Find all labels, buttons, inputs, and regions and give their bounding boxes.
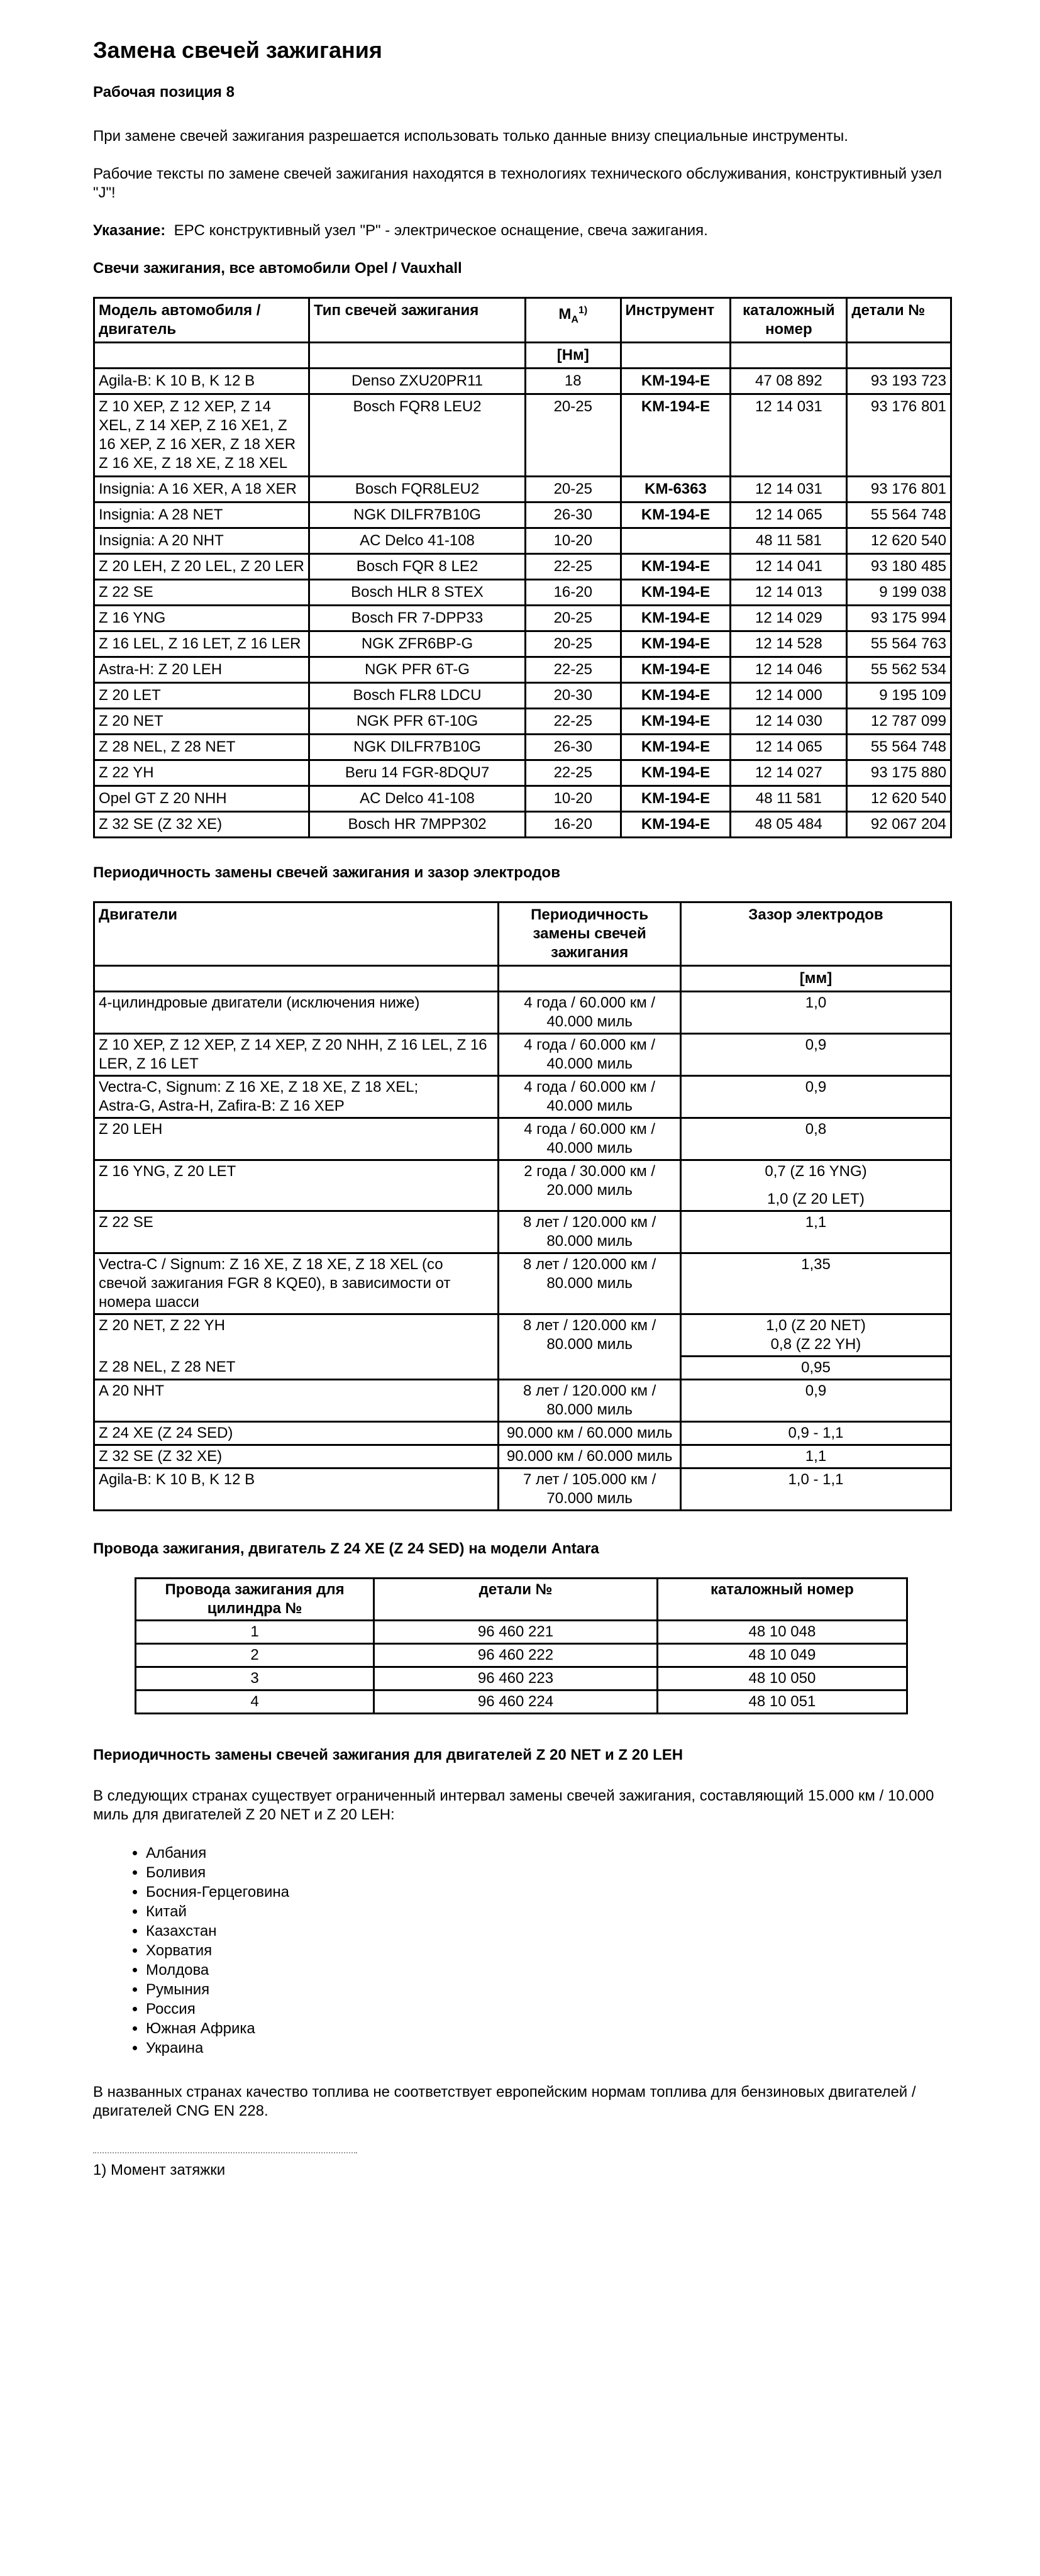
cell-plug-type: Denso ZXU20PR11	[309, 369, 526, 394]
cell-plug-type: AC Delco 41-108	[309, 786, 526, 812]
note-paragraph	[93, 221, 952, 240]
model-text: Z 10 XEP, Z 12 XEP, Z 14 XEL, Z 14 XEP, Z 16 XE1, Z 16 XEP, Z 16 XER, Z 18 XER	[99, 398, 296, 453]
intro-paragraph-2: Рабочие тексты по замене свечей зажигания находятся в технологиях технического обслуживания, конструктивный узел "J"!	[93, 165, 942, 201]
header-unit-empty	[94, 966, 499, 992]
list-item: • Казахстан	[146, 1921, 952, 1941]
cell-part-number: 93 175 994	[847, 606, 951, 631]
cell-tool: KM-194-E	[621, 369, 731, 394]
cell-gap	[680, 1160, 951, 1211]
cell-engine	[94, 1380, 499, 1422]
cell-part-number: 12 620 540	[847, 786, 951, 812]
cell-catalog-number: 48 11 581	[731, 528, 847, 554]
cell-tool: KM-194-E	[621, 606, 731, 631]
cell-torque: 22-25	[526, 760, 621, 786]
cell-gap: 0,95	[680, 1357, 951, 1380]
header-cylinder: Провода зажигания для цилиндра №	[136, 1579, 374, 1621]
cell-model	[94, 760, 309, 786]
cell-interval: 4 года / 60.000 км / 40.000 миль	[499, 1034, 681, 1076]
gap-text: 1,0 - 1,1	[788, 1471, 844, 1488]
engine-text: Z 24 XE (Z 24 SED)	[99, 1424, 233, 1441]
table-row	[136, 1644, 907, 1667]
cell-part-number: 93 176 801	[847, 394, 951, 477]
cell-engine	[94, 992, 499, 1034]
cell-tool: KM-194-E	[621, 580, 731, 606]
cell-gap	[680, 1422, 951, 1445]
model-text: Z 16 XE, Z 18 XE, Z 18 XEL	[99, 455, 288, 472]
cell-catalog-number: 12 14 013	[731, 580, 847, 606]
cell-part-number: 96 460 221	[374, 1621, 658, 1644]
cell-plug-type: AC Delco 41-108	[309, 528, 526, 554]
cell-gap	[680, 1076, 951, 1118]
engine-text: Z 22 SE	[99, 1214, 153, 1231]
table-row	[94, 657, 951, 683]
gap-text: 0,9	[805, 1382, 827, 1399]
cell-torque: 20-25	[526, 394, 621, 477]
gap-text: 0,7 (Z 16 YNG)	[765, 1163, 867, 1180]
cell-torque: 18	[526, 369, 621, 394]
table-row	[94, 1211, 951, 1253]
cell-part-number: 55 564 763	[847, 631, 951, 657]
gap-text: 1,0 (Z 20 NET)	[766, 1317, 866, 1334]
table-row	[94, 477, 951, 502]
table-row	[94, 369, 951, 394]
cell-model	[94, 394, 309, 477]
cell-plug-type: Bosch FQR8 LEU2	[309, 394, 526, 477]
cell-model	[94, 812, 309, 838]
model-text: Astra-H: Z 20 LEH	[99, 661, 223, 678]
cell-torque: 20-25	[526, 606, 621, 631]
cell-torque: 16-20	[526, 812, 621, 838]
cell-tool: KM-194-E	[621, 709, 731, 735]
cell-plug-type: NGK DILFR7B10G	[309, 502, 526, 528]
cell-model	[94, 554, 309, 580]
cell-plug-type: NGK DILFR7B10G	[309, 735, 526, 760]
country-list	[93, 1843, 952, 2058]
model-text: Z 20 NET	[99, 713, 163, 730]
header-torque-unit: [Нм]	[526, 343, 621, 369]
table-row	[94, 735, 951, 760]
cell-catalog-number: 48 10 051	[657, 1690, 907, 1714]
cell-torque: 26-30	[526, 502, 621, 528]
engine-text: Vectra-C, Signum: Z 16 XE, Z 18 XE, Z 18 XEL;	[99, 1079, 419, 1096]
cell-engine	[94, 1253, 499, 1314]
engine-text: 4-цилиндровые двигатели (исключения ниже)	[99, 994, 420, 1011]
header-plug-type: Тип свечей зажигания	[309, 298, 526, 343]
gap-text: 1,0 (Z 20 LET)	[767, 1191, 865, 1208]
cell-catalog-number: 12 14 528	[731, 631, 847, 657]
table-row	[94, 786, 951, 812]
section-heading-spark-plugs: Свечи зажигания, все автомобили Opel / Vauxhall	[93, 260, 462, 277]
cell-engine	[94, 1445, 499, 1468]
table-row	[94, 1422, 951, 1445]
table-row	[94, 1118, 951, 1160]
gap-text: 0,8 (Z 22 YH)	[770, 1336, 861, 1353]
cell-gap	[680, 1314, 951, 1357]
cell-model	[94, 580, 309, 606]
cell-catalog-number: 12 14 030	[731, 709, 847, 735]
cell-gap	[680, 1468, 951, 1511]
cell-engine	[94, 1160, 499, 1211]
cell-model	[94, 477, 309, 502]
table-row	[94, 502, 951, 528]
document-page	[93, 36, 952, 2180]
cell-tool: KM-194-E	[621, 760, 731, 786]
header-model: Модель автомобиля / двигатель	[94, 298, 309, 343]
model-text: Z 32 SE (Z 32 XE)	[99, 816, 223, 833]
cell-tool	[621, 528, 731, 554]
header-engines: Двигатели	[94, 902, 499, 966]
model-text: Z 16 YNG	[99, 609, 166, 626]
cell-interval: 8 лет / 120.000 км / 80.000 миль	[499, 1211, 681, 1253]
table-row	[94, 554, 951, 580]
cell-torque: 16-20	[526, 580, 621, 606]
cell-engine	[94, 1076, 499, 1118]
engine-text: Vectra-C / Signum: Z 16 XE, Z 18 XE, Z 18 XEL (со свечой зажигания FGR 8 KQE0), в зависимости от номера шасси	[99, 1256, 451, 1311]
cell-model	[94, 657, 309, 683]
note-text: EPC конструктивный узел "P" - электрическое оснащение, свеча зажигания.	[174, 222, 708, 239]
cell-torque: 20-30	[526, 683, 621, 709]
cell-part-number: 93 193 723	[847, 369, 951, 394]
cell-part-number: 92 067 204	[847, 812, 951, 838]
list-item: • Россия	[146, 1999, 952, 2019]
cell-interval: 2 года / 30.000 км / 20.000 миль	[499, 1160, 681, 1211]
table-row	[94, 992, 951, 1034]
cell-engine	[94, 1468, 499, 1511]
model-text: Insignia: A 20 NHT	[99, 532, 224, 549]
cell-model	[94, 786, 309, 812]
table-row	[94, 606, 951, 631]
work-position: Рабочая позиция 8	[93, 84, 235, 101]
header-gap: Зазор электродов	[680, 902, 951, 966]
footnote: 1) Момент затяжки	[93, 2162, 226, 2179]
cell-engine	[94, 1422, 499, 1445]
cell-model	[94, 683, 309, 709]
header-unit-empty	[847, 343, 951, 369]
table-row	[94, 760, 951, 786]
cell-interval: 4 года / 60.000 км / 40.000 миль	[499, 1076, 681, 1118]
engine-text: A 20 NHT	[99, 1382, 165, 1399]
cell-tool: KM-194-E	[621, 683, 731, 709]
header-gap-unit: [мм]	[680, 966, 951, 992]
header-catalog-number: каталожный номер	[731, 298, 847, 343]
cell-torque: 22-25	[526, 554, 621, 580]
fuel-quality-paragraph: В названных странах качество топлива не соответствует европейским нормам топлива для бензиновых двигателей / двигателей CNG EN 228.	[93, 2084, 916, 2119]
cell-plug-type: NGK PFR 6T-G	[309, 657, 526, 683]
engine-text: Agila-B: K 10 B, K 12 B	[99, 1471, 255, 1488]
section-heading-ignition-wires: Провода зажигания, двигатель Z 24 XE (Z 24 SED) на модели Antara	[93, 1540, 599, 1557]
table-row	[136, 1621, 907, 1644]
cell-cylinder: 1	[136, 1621, 374, 1644]
engine-text: Z 10 XEP, Z 12 XEP, Z 14 XEP, Z 20 NHH, Z 16 LEL, Z 16 LER, Z 16 LET	[99, 1036, 487, 1072]
cell-tool: KM-194-E	[621, 812, 731, 838]
model-text: Agila-B: K 10 B, K 12 B	[99, 372, 255, 389]
table-row	[94, 631, 951, 657]
cell-catalog-number: 47 08 892	[731, 369, 847, 394]
cell-torque: 22-25	[526, 657, 621, 683]
model-text: Z 20 LEH, Z 20 LEL, Z 20 LER	[99, 558, 304, 575]
spark-plug-table	[93, 297, 952, 838]
gap-text: 0,9 - 1,1	[788, 1424, 844, 1441]
cell-plug-type: Beru 14 FGR-8DQU7	[309, 760, 526, 786]
model-text: Z 28 NEL, Z 28 NET	[99, 738, 236, 755]
table-row	[94, 580, 951, 606]
cell-part-number: 93 176 801	[847, 477, 951, 502]
cell-plug-type: Bosch HLR 8 STEX	[309, 580, 526, 606]
cell-interval: 4 года / 60.000 км / 40.000 миль	[499, 1118, 681, 1160]
cell-catalog-number: 12 14 000	[731, 683, 847, 709]
page-title: Замена свечей зажигания	[93, 37, 382, 63]
section-heading-restricted-interval: Периодичность замены свечей зажигания для двигателей Z 20 NET и Z 20 LEH	[93, 1746, 683, 1763]
header-tool: Инструмент	[621, 298, 731, 343]
engine-text: Z 20 LEH	[99, 1121, 163, 1138]
table-row	[94, 709, 951, 735]
list-item: • Украина	[146, 2038, 952, 2058]
table-row	[94, 1380, 951, 1422]
cell-interval: 8 лет / 120.000 км / 80.000 миль	[499, 1314, 681, 1380]
list-item: • Босния-Герцеговина	[146, 1882, 952, 1902]
cell-part-number: 55 564 748	[847, 502, 951, 528]
gap-text: 1,1	[805, 1448, 827, 1465]
ignition-wire-table	[135, 1577, 908, 1714]
cell-catalog-number: 12 14 031	[731, 477, 847, 502]
header-unit-empty	[499, 966, 681, 992]
cell-part-number: 96 460 224	[374, 1690, 658, 1714]
table-row	[94, 683, 951, 709]
cell-part-number: 9 199 038	[847, 580, 951, 606]
header-unit-empty	[309, 343, 526, 369]
cell-gap	[680, 1034, 951, 1076]
model-text: Insignia: A 16 XER, A 18 XER	[99, 480, 297, 497]
cell-gap	[680, 1380, 951, 1422]
list-item: • Хорватия	[146, 1941, 952, 1960]
table-row	[94, 1076, 951, 1118]
restricted-interval-paragraph: В следующих странах существует ограниченный интервал замены свечей зажигания, составляющий 15.000 км / 10.000 миль для двигателей Z 20 NET и Z 20 LEH:	[93, 1787, 934, 1823]
header-catalog-number: каталожный номер	[657, 1579, 907, 1621]
cell-tool: KM-194-E	[621, 657, 731, 683]
cell-model	[94, 709, 309, 735]
cell-torque: 10-20	[526, 786, 621, 812]
cell-part-number: 55 564 748	[847, 735, 951, 760]
list-item: • Китай	[146, 1902, 952, 1921]
gap-text: 1,35	[801, 1256, 831, 1273]
cell-torque: 22-25	[526, 709, 621, 735]
cell-gap	[680, 1118, 951, 1160]
cell-model	[94, 369, 309, 394]
model-text: Z 22 SE	[99, 584, 153, 601]
cell-gap	[680, 1253, 951, 1314]
cell-engine	[94, 1118, 499, 1160]
cell-part-number: 12 620 540	[847, 528, 951, 554]
cell-catalog-number: 12 14 065	[731, 735, 847, 760]
cell-catalog-number: 12 14 046	[731, 657, 847, 683]
cell-tool: KM-194-E	[621, 631, 731, 657]
cell-model	[94, 735, 309, 760]
note-label: Указание:	[93, 222, 166, 239]
table-row	[94, 1160, 951, 1211]
cell-cylinder: 4	[136, 1690, 374, 1714]
table-row	[94, 1445, 951, 1468]
cell-tool: KM-194-E	[621, 502, 731, 528]
header-unit-empty	[621, 343, 731, 369]
cell-interval: 8 лет / 120.000 км / 80.000 миль	[499, 1380, 681, 1422]
list-item: • Румыния	[146, 1980, 952, 1999]
cell-engine: Z 20 NET, Z 22 YH	[94, 1314, 499, 1357]
cell-catalog-number: 12 14 027	[731, 760, 847, 786]
cell-part-number: 93 175 880	[847, 760, 951, 786]
cell-tool: KM-194-E	[621, 786, 731, 812]
gap-text: 0,8	[805, 1121, 827, 1138]
gap-text: 0,9	[805, 1036, 827, 1053]
engine-text: Astra-G, Astra-H, Zafira-B: Z 16 XEP	[99, 1097, 345, 1114]
header-part-number: детали №	[847, 298, 951, 343]
gap-text: 0,9	[805, 1079, 827, 1096]
section-heading-intervals: Периодичность замены свечей зажигания и зазор электродов	[93, 864, 560, 881]
table-row	[94, 1034, 951, 1076]
cell-interval: 4 года / 60.000 км / 40.000 миль	[499, 992, 681, 1034]
cell-cylinder: 3	[136, 1667, 374, 1690]
table-row	[94, 528, 951, 554]
list-item: • Южная Африка	[146, 2019, 952, 2038]
cell-catalog-number: 12 14 031	[731, 394, 847, 477]
cell-part-number: 9 195 109	[847, 683, 951, 709]
cell-plug-type: Bosch FLR8 LDCU	[309, 683, 526, 709]
cell-catalog-number: 48 10 050	[657, 1667, 907, 1690]
table-row	[136, 1667, 907, 1690]
table-row	[94, 394, 951, 477]
cell-model	[94, 631, 309, 657]
cell-interval: 7 лет / 105.000 км / 70.000 миль	[499, 1468, 681, 1511]
cell-gap	[680, 1445, 951, 1468]
cell-interval: 90.000 км / 60.000 миль	[499, 1422, 681, 1445]
intro-paragraph-1: При замене свечей зажигания разрешается использовать только данные внизу специальные инструменты.	[93, 128, 848, 145]
cell-tool: KM-194-E	[621, 554, 731, 580]
engine-text: Z 32 SE (Z 32 XE)	[99, 1448, 223, 1465]
table-row	[94, 812, 951, 838]
cell-catalog-number: 12 14 041	[731, 554, 847, 580]
table-row	[94, 1253, 951, 1314]
cell-cylinder: 2	[136, 1644, 374, 1667]
cell-part-number: 96 460 222	[374, 1644, 658, 1667]
cell-tool: KM-194-E	[621, 394, 731, 477]
header-interval: Периодичность замены свечей зажигания	[499, 902, 681, 966]
cell-part-number: 55 562 534	[847, 657, 951, 683]
cell-plug-type: Bosch FR 7-DPP33	[309, 606, 526, 631]
cell-model	[94, 528, 309, 554]
model-text: Z 16 LEL, Z 16 LET, Z 16 LER	[99, 635, 301, 652]
cell-tool: KM-194-E	[621, 735, 731, 760]
footnote-divider	[93, 2152, 357, 2153]
cell-torque: 20-25	[526, 631, 621, 657]
cell-plug-type: NGK PFR 6T-10G	[309, 709, 526, 735]
cell-interval: 8 лет / 120.000 км / 80.000 миль	[499, 1253, 681, 1314]
cell-torque: 20-25	[526, 477, 621, 502]
table-row	[94, 1468, 951, 1511]
engine-text: Z 16 YNG, Z 20 LET	[99, 1163, 236, 1180]
cell-engine	[94, 1034, 499, 1076]
model-text: Insignia: A 28 NET	[99, 506, 223, 523]
header-part-number: детали №	[374, 1579, 658, 1621]
cell-model	[94, 606, 309, 631]
model-text: Z 20 LET	[99, 687, 161, 704]
table-row	[94, 1314, 951, 1357]
model-text: Opel GT Z 20 NHH	[99, 790, 227, 807]
cell-part-number: 12 787 099	[847, 709, 951, 735]
cell-part-number: 93 180 485	[847, 554, 951, 580]
cell-gap	[680, 992, 951, 1034]
cell-gap	[680, 1211, 951, 1253]
cell-plug-type: Bosch FQR8LEU2	[309, 477, 526, 502]
cell-part-number: 96 460 223	[374, 1667, 658, 1690]
cell-catalog-number: 12 14 029	[731, 606, 847, 631]
cell-torque: 10-20	[526, 528, 621, 554]
cell-catalog-number: 48 05 484	[731, 812, 847, 838]
cell-plug-type: NGK ZFR6BP-G	[309, 631, 526, 657]
cell-engine	[94, 1211, 499, 1253]
header-unit-empty	[731, 343, 847, 369]
header-torque: $M_A^{1)}$	[526, 298, 621, 343]
cell-tool: KM-6363	[621, 477, 731, 502]
list-item: • Молдова	[146, 1960, 952, 1980]
cell-torque: 26-30	[526, 735, 621, 760]
cell-plug-type: Bosch HR 7MPP302	[309, 812, 526, 838]
cell-catalog-number: 48 10 049	[657, 1644, 907, 1667]
interval-gap-table	[93, 901, 952, 1511]
cell-catalog-number: 48 11 581	[731, 786, 847, 812]
cell-model	[94, 502, 309, 528]
gap-text: 1,0	[805, 994, 827, 1011]
model-text: Z 22 YH	[99, 764, 154, 781]
cell-interval: 90.000 км / 60.000 миль	[499, 1445, 681, 1468]
list-item: • Боливия	[146, 1863, 952, 1882]
table-row	[136, 1690, 907, 1714]
cell-plug-type: Bosch FQR 8 LE2	[309, 554, 526, 580]
cell-catalog-number: 12 14 065	[731, 502, 847, 528]
header-unit-empty	[94, 343, 309, 369]
list-item: • Албания	[146, 1843, 952, 1863]
cell-engine: Z 28 NEL, Z 28 NET	[94, 1357, 499, 1380]
gap-text: 1,1	[805, 1214, 827, 1231]
cell-catalog-number: 48 10 048	[657, 1621, 907, 1644]
